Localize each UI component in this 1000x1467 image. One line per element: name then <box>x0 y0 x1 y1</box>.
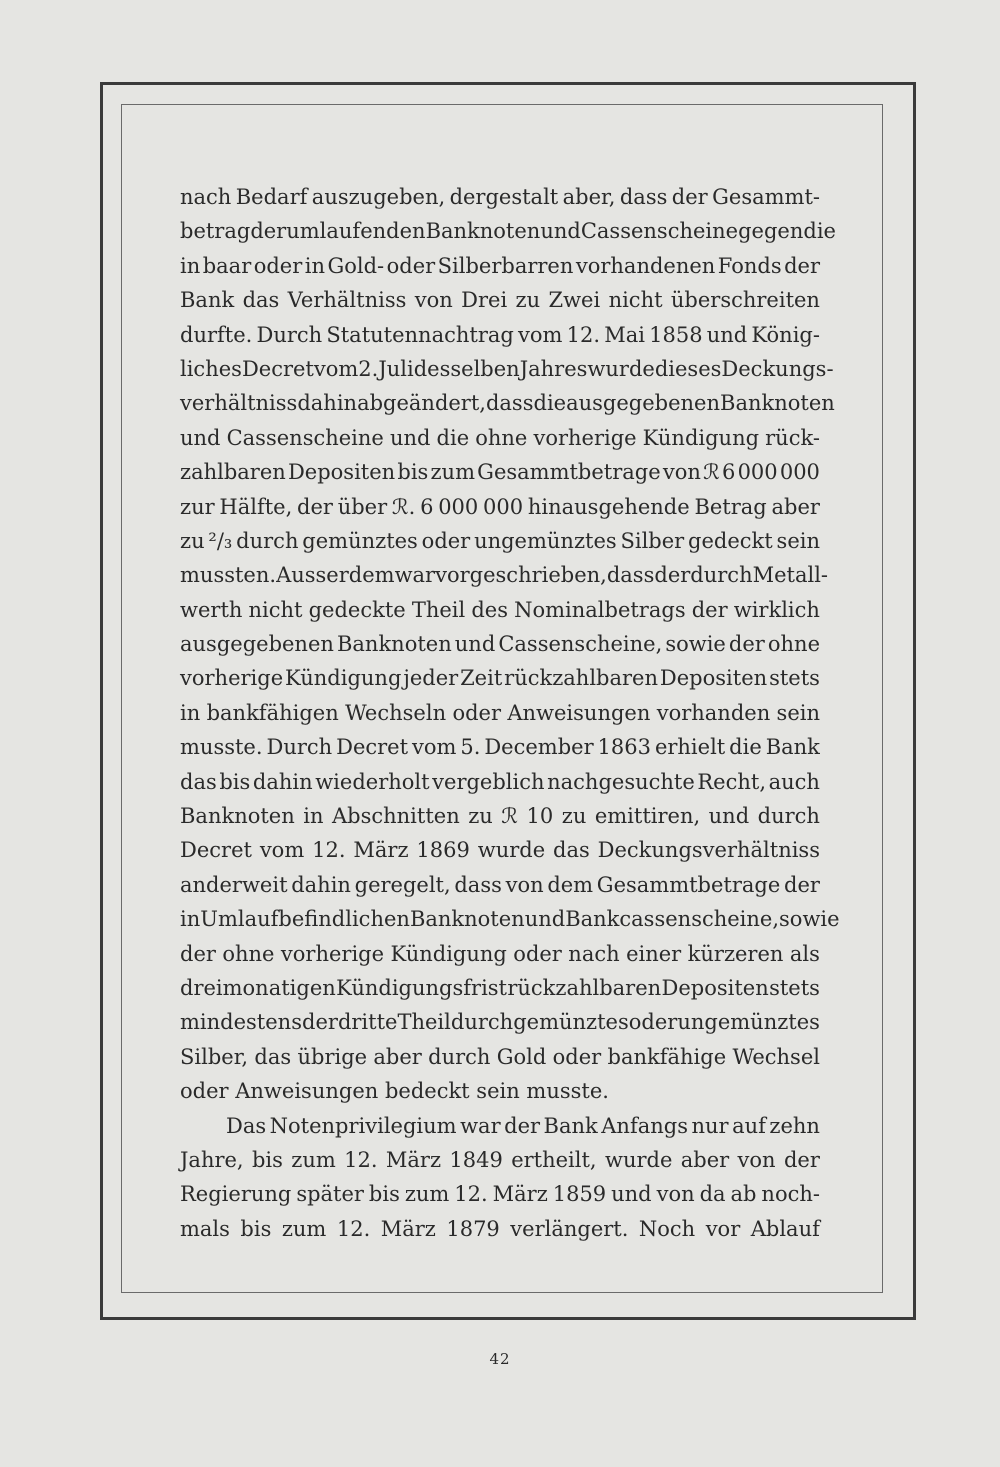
word: zu <box>561 804 587 829</box>
text-line <box>180 386 835 420</box>
word: Anfangs <box>601 1113 688 1138</box>
text-line <box>180 524 820 558</box>
word: 10 <box>526 804 554 829</box>
word: nach <box>568 941 620 966</box>
word: Silber, <box>180 1044 249 1069</box>
word: auszugeben, <box>311 185 446 209</box>
word: einer <box>626 941 682 966</box>
word: 2. <box>358 356 379 381</box>
word: 6 <box>722 460 736 485</box>
text-line <box>180 283 820 317</box>
word: Wechsel <box>732 1044 820 1069</box>
word: dahin <box>297 391 358 416</box>
word: oder <box>180 1079 236 1104</box>
text-line <box>180 180 820 214</box>
word: die <box>729 735 762 760</box>
word: die <box>803 219 836 244</box>
word: der <box>671 185 708 209</box>
word: ausgegebenen <box>180 632 334 657</box>
word: Depositen <box>659 666 768 691</box>
word: betrag <box>180 219 251 244</box>
word: Wechseln <box>345 700 447 725</box>
word: in <box>180 700 201 725</box>
word: oder <box>513 941 562 966</box>
word: aber <box>373 1044 422 1069</box>
word: dreimonatigen <box>180 975 336 1000</box>
word: 12. <box>336 1216 371 1241</box>
word: Notenprivilegium <box>269 1113 457 1138</box>
text-line <box>180 1040 820 1074</box>
word: umlaufenden <box>286 219 426 244</box>
text-line <box>180 833 820 867</box>
word: Gesammtbetrage <box>477 460 661 485</box>
word: Drei <box>461 288 508 313</box>
word: das <box>242 288 280 313</box>
word: hinausgehende <box>527 494 690 519</box>
word: vom <box>259 838 305 863</box>
word: Das <box>226 1113 267 1138</box>
word: dass <box>619 185 668 209</box>
word: Ablauf <box>750 1216 820 1241</box>
word: zu <box>180 528 205 553</box>
word: Verhältniss <box>287 288 407 313</box>
text-line <box>180 558 829 592</box>
word: Banknoten <box>180 804 295 829</box>
word: zum <box>281 1216 327 1241</box>
word: vom <box>411 735 457 760</box>
word: Noch <box>638 1216 696 1241</box>
word: dahin <box>252 769 313 794</box>
text-line <box>180 902 840 936</box>
word: oder <box>552 1044 602 1069</box>
word: nicht <box>248 597 303 622</box>
word: und <box>524 907 566 932</box>
word: Ausserdem <box>276 563 395 588</box>
word: vorherige <box>533 425 637 450</box>
word: vor <box>705 1216 741 1241</box>
word: werth <box>180 597 243 622</box>
word: dass <box>454 872 502 897</box>
word: dass <box>485 391 534 416</box>
word: Regierung <box>180 1182 292 1207</box>
word: war <box>394 563 436 588</box>
word: Depositen <box>661 975 769 1000</box>
word: der <box>297 494 333 519</box>
text-line <box>180 214 836 248</box>
word: durch <box>757 804 820 829</box>
word: 1869 <box>416 838 470 863</box>
word: überschreiten <box>670 288 820 313</box>
word: 12. <box>312 838 346 863</box>
word: März <box>380 1216 436 1241</box>
word: oder <box>628 1010 678 1035</box>
word: Silber <box>620 528 685 553</box>
word: stets <box>769 666 820 691</box>
word: Nominalbetrags <box>514 597 686 622</box>
word: aber, <box>562 185 616 209</box>
word: mals <box>180 1216 230 1241</box>
word: der <box>302 1010 338 1035</box>
text-line <box>180 352 834 386</box>
word: oder <box>421 528 471 553</box>
word: rückzahlbaren <box>507 975 662 1000</box>
word: 000 <box>438 494 479 519</box>
word: Bank <box>765 735 820 760</box>
word: in <box>180 907 201 932</box>
word: geregelt, <box>354 872 451 897</box>
word: Zeit <box>460 666 503 691</box>
word: Bank <box>543 1113 598 1138</box>
word: Deckungs- <box>721 356 834 381</box>
word: 12. <box>566 322 601 347</box>
word: verhältniss <box>180 391 298 416</box>
word: und <box>708 804 750 829</box>
word: 6 <box>420 494 434 519</box>
word: mussten. <box>180 563 277 588</box>
word: Anweisungen <box>235 1079 385 1104</box>
word: oder <box>452 700 501 725</box>
word: 000 <box>737 460 778 485</box>
word: von <box>656 1182 695 1207</box>
word: Durch <box>266 735 333 760</box>
word: mindestens <box>180 1010 302 1035</box>
word: später <box>296 1182 364 1207</box>
word: rückzahlbaren <box>504 666 659 691</box>
word: sowie <box>779 907 840 932</box>
word: der <box>783 1147 820 1172</box>
word: Statutennachtrag <box>326 322 514 347</box>
word: Cassenscheine <box>580 219 739 244</box>
text-line <box>180 627 820 661</box>
word: 12. <box>454 1182 488 1207</box>
word: Zwei <box>548 288 601 313</box>
word: noch- <box>761 1182 820 1207</box>
word: zahlbaren <box>180 460 286 485</box>
word: durch <box>428 1044 491 1069</box>
text-line <box>180 799 820 833</box>
word: und <box>454 632 496 657</box>
word: durfte. <box>180 322 253 347</box>
word: sein <box>476 1079 527 1104</box>
word: ℛ︀. <box>391 494 416 519</box>
word: 12. <box>344 1147 378 1172</box>
word: Deckungsverhältniss <box>597 838 820 863</box>
text-line <box>180 593 820 627</box>
word: erhielt <box>654 735 726 760</box>
word: ungemünztes <box>474 528 617 553</box>
page-number: 42 <box>489 1350 511 1368</box>
word: Betrag <box>694 494 767 519</box>
word: bis <box>219 769 251 794</box>
word: Banknoten <box>336 632 452 657</box>
word: zum <box>291 1147 336 1172</box>
text-line <box>180 765 820 799</box>
word: durch <box>690 563 753 588</box>
word: sowie <box>665 632 726 657</box>
word: und <box>180 425 221 450</box>
word: gemünztes <box>302 528 418 553</box>
word: Recht, <box>697 769 767 794</box>
text-line <box>180 490 820 524</box>
word: war <box>460 1113 501 1138</box>
word: bis <box>397 460 429 485</box>
word: rück- <box>765 425 820 450</box>
word: durch <box>236 528 299 553</box>
word: vom <box>518 322 563 347</box>
word: und <box>540 219 581 244</box>
word: das <box>180 769 217 794</box>
word: oder <box>253 253 303 278</box>
word: sein <box>776 528 820 553</box>
word: verlängert. <box>510 1216 629 1241</box>
word: Kündigung <box>642 425 760 450</box>
text-line-paragraph-start <box>180 1109 820 1143</box>
word: Anweisungen <box>507 700 651 725</box>
word: von <box>505 872 544 897</box>
text-line <box>180 971 820 1005</box>
word: von <box>662 460 701 485</box>
text-line <box>180 1177 820 1211</box>
word: Bank <box>180 288 235 313</box>
word: gegen <box>738 219 804 244</box>
word: abgeändert, <box>357 391 486 416</box>
word: Kündigungsfrist <box>336 975 508 1000</box>
word: December <box>484 735 594 760</box>
word: der <box>504 1113 541 1138</box>
text-line <box>180 661 820 695</box>
word: Decret <box>241 356 314 381</box>
word: vorgeschrieben, <box>435 563 607 588</box>
word: bis <box>368 1182 400 1207</box>
word: Silberbarren <box>437 253 574 278</box>
word: dieses <box>654 356 722 381</box>
word: der <box>250 219 287 244</box>
word: von <box>414 288 453 313</box>
word: gedeckte <box>308 597 406 622</box>
word: Decret <box>336 735 409 760</box>
text-line <box>180 937 820 971</box>
word: zum <box>430 460 475 485</box>
word: musste. <box>180 735 263 760</box>
text-line <box>180 730 820 764</box>
word: durch <box>450 1010 514 1035</box>
word: nicht <box>608 288 663 313</box>
word: der <box>728 632 765 657</box>
word: Jahre, <box>180 1147 244 1172</box>
word: ungemünztes <box>677 1010 820 1035</box>
word: Durch <box>256 322 323 347</box>
word: vorhanden <box>656 700 771 725</box>
word: ohne <box>475 425 528 450</box>
word: Banknoten <box>425 219 541 244</box>
text-line <box>180 318 820 352</box>
word: ℛ︀ <box>501 804 519 829</box>
word: Jahres <box>519 356 588 381</box>
word: gemünztes <box>513 1010 629 1035</box>
word: bis <box>240 1216 272 1241</box>
word: das <box>254 1044 292 1069</box>
word: stets <box>769 975 820 1000</box>
word: 1859 <box>552 1182 607 1207</box>
word: 1879 <box>446 1216 500 1241</box>
word: Theil <box>397 1010 451 1035</box>
word: in <box>304 253 325 278</box>
word: dass <box>606 563 655 588</box>
word: Metall- <box>752 563 829 588</box>
word: März <box>353 838 409 863</box>
text-line <box>180 1143 820 1177</box>
word: wirklich <box>733 597 820 622</box>
word: emittiren, <box>594 804 701 829</box>
word: vergeblich <box>432 769 545 794</box>
word: anderweit <box>180 872 288 897</box>
word: vorherige <box>280 941 385 966</box>
text-line <box>180 455 820 489</box>
word: der <box>784 872 820 897</box>
word: zur <box>180 494 215 519</box>
word: ab <box>730 1182 757 1207</box>
word: in <box>180 253 201 278</box>
word: und <box>706 322 748 347</box>
word: Juli <box>378 356 414 381</box>
word: der <box>180 941 216 966</box>
word: auf <box>732 1113 766 1138</box>
word: Cassenscheine, <box>498 632 663 657</box>
word: vom <box>313 356 359 381</box>
word: Gesammt- <box>712 185 820 209</box>
word: zum <box>404 1182 450 1207</box>
word: dritte <box>337 1010 398 1035</box>
word: Gold <box>496 1044 547 1069</box>
word: über <box>337 494 388 519</box>
word: und <box>611 1182 652 1207</box>
word: sein <box>776 700 820 725</box>
word: der <box>784 253 820 278</box>
word: ertheilt, <box>511 1147 597 1172</box>
word: dergestalt <box>449 185 559 209</box>
text-line <box>180 421 820 455</box>
word: ²/₃ <box>208 528 233 553</box>
word: bankfähigen <box>206 700 339 725</box>
word: Banknoten <box>409 907 525 932</box>
word: des <box>471 597 508 622</box>
text-line <box>180 1005 820 1039</box>
word: Kündigung <box>285 666 402 691</box>
word: 000 <box>483 494 524 519</box>
word: die <box>533 391 567 416</box>
word: ℛ︀ <box>703 460 720 485</box>
word: 000 <box>779 460 820 485</box>
word: nachgesuchte <box>547 769 695 794</box>
word: Gold- <box>327 253 385 278</box>
word: befindlichen <box>278 907 410 932</box>
word: desselben <box>413 356 520 381</box>
word: zehn <box>769 1113 820 1138</box>
text-line <box>180 868 820 902</box>
word: Umlauf <box>200 907 279 932</box>
word: wiederholt <box>315 769 430 794</box>
word: übrige <box>297 1044 368 1069</box>
word: wurde <box>587 356 655 381</box>
word: der <box>654 563 691 588</box>
word: zu <box>515 288 541 313</box>
word: bedeckt <box>384 1079 477 1104</box>
word: auch <box>768 769 820 794</box>
text-line <box>180 249 820 283</box>
word: bankfähige <box>607 1044 727 1069</box>
word: aber <box>680 1147 730 1172</box>
word: dem <box>547 872 594 897</box>
word: jeder <box>403 666 459 691</box>
word: Decret <box>180 838 252 863</box>
word: Theil <box>411 597 466 622</box>
word: in <box>303 804 324 829</box>
word: nur <box>691 1113 729 1138</box>
word: vorhandenen <box>575 253 716 278</box>
word: Depositen <box>287 460 396 485</box>
word: dahin <box>291 872 351 897</box>
text-line <box>180 696 820 730</box>
word: wurde <box>604 1147 673 1172</box>
word: ohne <box>767 632 820 657</box>
word: Abschnitten <box>331 804 460 829</box>
word: und <box>389 425 431 450</box>
word: oder <box>386 253 436 278</box>
word: März <box>385 1147 442 1172</box>
word: Bankcassenscheine, <box>565 907 780 932</box>
body-text <box>180 180 840 1246</box>
word: das <box>553 838 590 863</box>
word: musste. <box>526 1079 609 1104</box>
word: als <box>789 941 820 966</box>
word: Hälfte, <box>219 494 293 519</box>
word: wurde <box>477 838 546 863</box>
text-line <box>180 1212 820 1246</box>
word: bis <box>251 1147 283 1172</box>
word: 1863 <box>597 735 651 760</box>
word: 1849 <box>449 1147 503 1172</box>
word: baar <box>202 253 252 278</box>
word: Bedarf <box>235 185 308 209</box>
word: vorherige <box>180 666 284 691</box>
word: König- <box>751 322 820 347</box>
word: aber <box>771 494 820 519</box>
word: liches <box>180 356 242 381</box>
word: März <box>492 1182 548 1207</box>
word: 1858 <box>649 322 703 347</box>
word: da <box>699 1182 726 1207</box>
word: zu <box>468 804 493 829</box>
word: von <box>737 1147 776 1172</box>
word: ohne <box>222 941 275 966</box>
word: ausgegebenen <box>566 391 721 416</box>
word: 5. <box>460 735 481 760</box>
word: kürzeren <box>687 941 784 966</box>
word: Cassenscheine <box>226 425 384 450</box>
word: gedeckt <box>688 528 773 553</box>
word: Mai <box>604 322 645 347</box>
word: die <box>436 425 470 450</box>
word: nach <box>180 185 232 209</box>
word: Banknoten <box>720 391 835 416</box>
word: der <box>691 597 728 622</box>
word: Kündigung <box>390 941 507 966</box>
text-line-paragraph-end <box>180 1074 820 1108</box>
word: Fonds <box>717 253 782 278</box>
word: Gesammtbetrage <box>596 872 781 897</box>
